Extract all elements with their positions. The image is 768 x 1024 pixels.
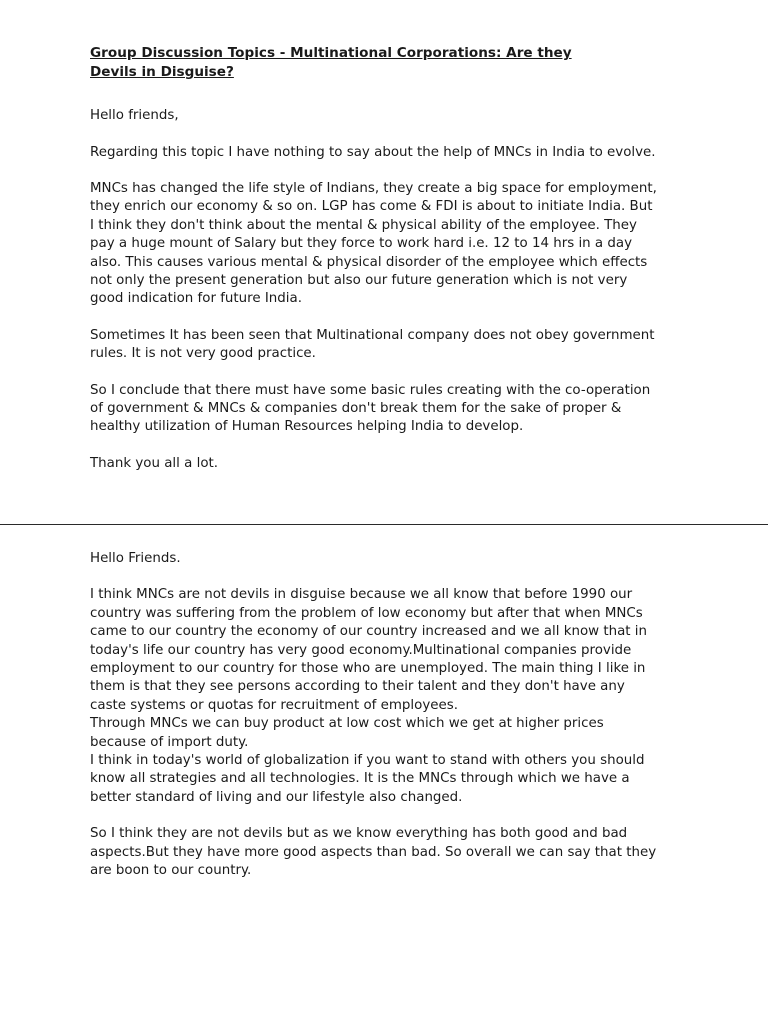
greeting-paragraph: Hello Friends.: [90, 551, 181, 566]
body-paragraph: MNCs has changed the life style of Indians, they create a big space for employment, they enrich our economy & so on. LGP has come & FDI is about to initiate India. But I think they don't think about the mental & physical ability of the employee. They pay a huge mount of Salary but they force to work hard i.e. 12 to 14 hrs in a day also. This causes various mental & physical disorder of the employee which effects not only the present generation but also our future generation which is not very good indication for future India.: [90, 181, 657, 307]
document-page-1: [90, 44, 690, 491]
section-divider: [0, 524, 768, 525]
body-paragraph: So I conclude that there must have some basic rules creating with the co-operation of government & MNCs & companies don't break them for the sake of proper & healthy utilization of Human Resources helping India to develop.: [90, 382, 651, 435]
body-paragraph: I think MNCs are not devils in disguise because we all know that before 1990 our country was suffering from the problem of low economy but after that when MNCs came to our country the economy of our country increased and we all know that in today's life our country has very good economy.Multinational companies provide employment to our country for those who are unemployed. The main thing I like in them is that they see persons according to their talent and they don't have any caste systems or quotas for recruitment of employees. Through MNCs we can buy product at low cost which we get at higher prices because of import duty. I think in today's world of globalization if you want to stand with others you should know all strategies and all technologies. It is the MNCs through which we have a better standard of living and our lifestyle also changed.: [90, 587, 648, 805]
body-paragraph: Sometimes It has been seen that Multinational company does not obey government rules. It is not very good practice.: [90, 327, 655, 362]
body-paragraph: Regarding this topic I have nothing to say about the help of MNCs in India to evolve.: [90, 144, 656, 160]
greeting-paragraph: Hello friends,: [90, 108, 179, 124]
closing-paragraph: Thank you all a lot.: [90, 455, 219, 471]
document-page-2: [90, 550, 690, 899]
conclusion-paragraph: So I think they are not devils but as we know everything has both good and bad aspects.But they have more good aspects than bad. So overall we can say that they are boon to our country.: [90, 826, 657, 879]
document-title: Group Discussion Topics - Multinational Corporations: Are they Devils in Disguise?: [90, 45, 572, 80]
